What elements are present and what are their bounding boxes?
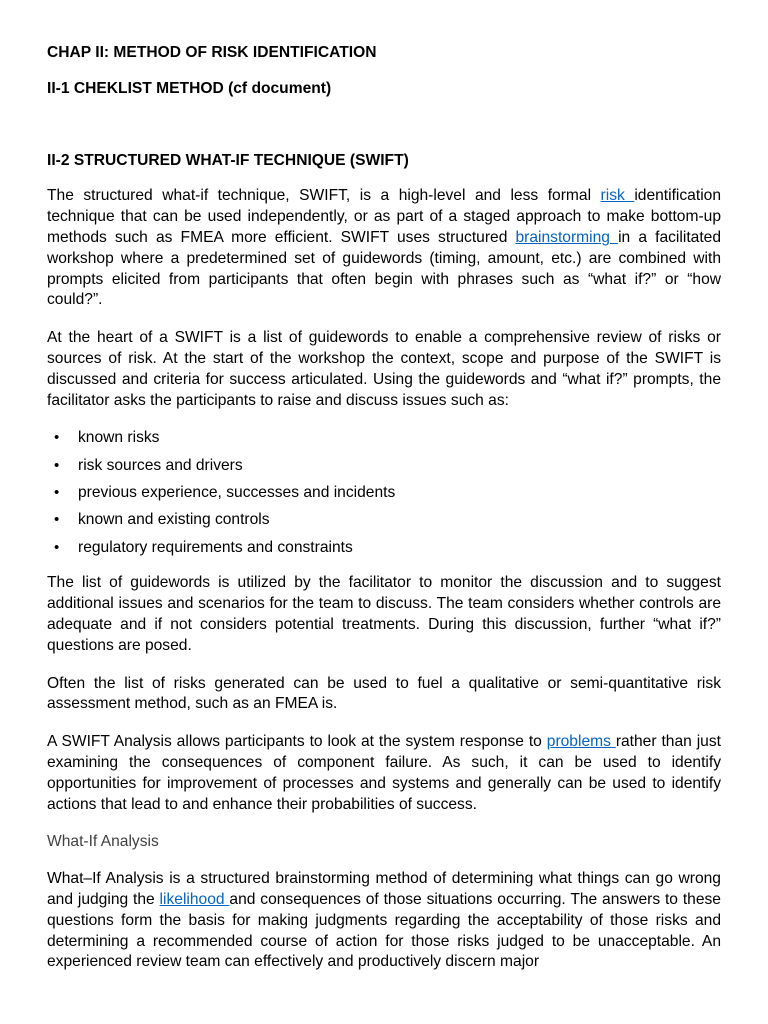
paragraph-guidewords: The list of guidewords is utilized by the facilitator to monitor the discussion and to suggest additional issues and scenarios for the team to discuss. The team considers whether controls are adequate and if not considers potential treatments. During this discussion, further “what if?” questions are posed. [47, 574, 721, 654]
issues-list [47, 428, 721, 558]
paragraph-what-if [47, 869, 721, 973]
paragraph-swift-intro [47, 186, 721, 311]
list-item-text: risk sources and drivers [78, 456, 243, 474]
section-heading-checklist: II-1 CHEKLIST METHOD (cf document) [47, 79, 332, 97]
bullet-icon: • [54, 511, 60, 529]
paragraph-text: and consequences of those situations occurring. The answers to these questions form the basis for making judgments regarding the acceptability of those risks and determining a recommended course of action for those risks judged to be unacceptable. An experienced review team can effectively and productively discern major [47, 890, 721, 971]
list-item-text: previous experience, successes and incidents [78, 483, 396, 501]
list-item-text: regulatory requirements and constraints [78, 538, 353, 556]
paragraph-text: in a facilitated workshop where a predetermined set of guidewords (timing, amount, etc.) are combined with prompts elicited from participants that often begin with phrases such as “what if?” or “how could?”. [47, 228, 722, 309]
bullet-icon: • [54, 483, 60, 501]
list-item-text: known and existing controls [78, 511, 270, 529]
link-brainstorming[interactable]: brainstorming [515, 228, 619, 246]
chapter-heading: CHAP II: METHOD OF RISK IDENTIFICATION [47, 44, 377, 61]
list-item [47, 483, 721, 504]
list-item [47, 510, 721, 531]
paragraph-swift-analysis [47, 732, 721, 815]
section-heading-swift: II-2 STRUCTURED WHAT-IF TECHNIQUE (SWIFT) [47, 151, 409, 169]
paragraph-text: identification technique that can be used independently, or as part of a staged approach to make bottom-up methods such as FMEA more efficient. SWIFT uses structured [47, 187, 721, 246]
list-item-text: known risks [78, 429, 160, 447]
subheading-what-if: What-If Analysis [47, 833, 159, 851]
link-likelihood[interactable]: likelihood [159, 890, 230, 908]
document-page [47, 43, 721, 990]
list-item [47, 428, 721, 449]
list-item [47, 456, 721, 477]
bullet-icon: • [54, 538, 60, 556]
paragraph-text: What–If Analysis is a structured brainstorming method of determining what things can go wrong and judging the [47, 870, 721, 908]
bullet-icon: • [54, 456, 60, 474]
paragraph-text: A SWIFT Analysis allows participants to look at the system response to [47, 733, 547, 751]
link-problems[interactable]: problems [546, 733, 616, 751]
paragraph-text: rather than just examining the consequences of component failure. As such, it can be used to identify opportunities for improvement of processes and systems and generally can be used to identify actions that lead to and enhance their probabilities of success. [47, 733, 721, 813]
list-item [47, 538, 721, 559]
link-risk[interactable]: risk [600, 187, 635, 205]
paragraph-text: The structured what-if technique, SWIFT, is a high-level and less formal [47, 187, 601, 205]
paragraph-fmea: Often the list of risks generated can be used to fuel a qualitative or semi-quantitative risk assessment method, such as an FMEA is. [47, 674, 721, 713]
bullet-icon: • [54, 429, 60, 447]
paragraph-swift-heart: At the heart of a SWIFT is a list of guidewords to enable a comprehensive review of risks or sources of risk. At the start of the workshop the context, scope and purpose of the SWIFT is discussed and criteria for success articulated. Using the guidewords and “what if?” prompts, the facilitator asks the participants to raise and discuss issues such as: [47, 329, 721, 409]
